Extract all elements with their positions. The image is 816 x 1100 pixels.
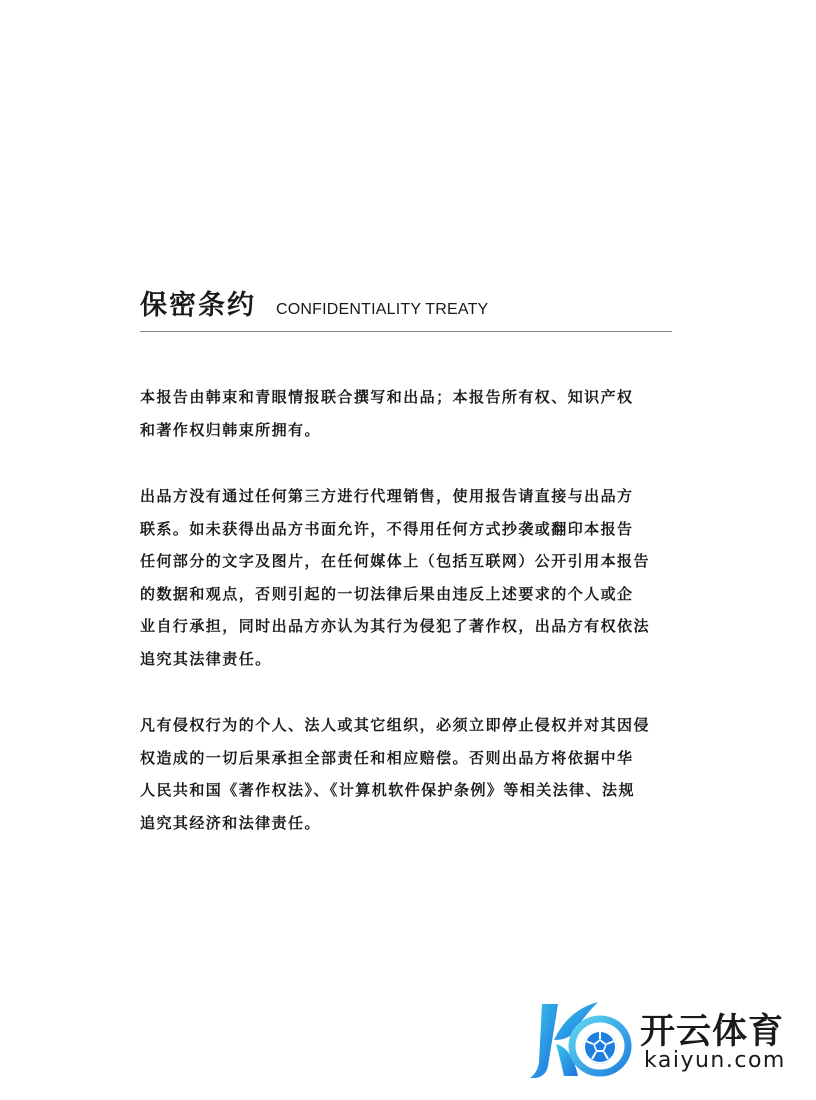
paragraph-line: 业自行承担，同时出品方亦认为其行为侵犯了著作权，出品方有权依法 (140, 617, 650, 635)
paragraph-line: 追究其法律责任。 (140, 649, 272, 668)
paragraph-line: 人民共和国《著作权法》、《计算机软件保护条例》等相关法律、法规 (140, 781, 635, 799)
paragraph-line: 权造成的一切后果承担全部责任和相应赔偿。否则出品方将依据中华 (140, 748, 634, 767)
paragraph-line: 凡有侵权行为的个人、法人或其它组织，必须立即停止侵权并对其因侵 (140, 716, 650, 734)
paragraph-ownership (140, 381, 680, 446)
paragraph-line: 和著作权归韩束所拥有。 (140, 420, 321, 439)
watermark-domain: kaiyun.com (644, 1048, 786, 1073)
document-header (140, 283, 672, 322)
page-title: 保密条约 (140, 290, 256, 321)
paragraph-line: 本报告由韩束和青眼情报联合撰写和出品；本报告所有权、知识产权 (140, 388, 634, 406)
title-divider (140, 331, 672, 332)
paragraph-line: 任何部分的文字及图片，在任何媒体上（包括互联网）公开引用本报告 (140, 552, 650, 570)
page-title-english: CONFIDENTIALITY TREATY (276, 301, 489, 318)
paragraph-line: 追究其经济和法律责任。 (140, 813, 321, 832)
watermark-logo (528, 996, 808, 1086)
paragraph-line: 的数据和观点，否则引起的一切法律后果由违反上述要求的个人或企 (140, 584, 634, 603)
paragraph-usage (140, 480, 680, 675)
paragraph-line: 联系。如未获得出品方书面允许，不得用任何方式抄袭或翻印本报告 (140, 519, 634, 538)
kaiyun-logo-icon (528, 996, 636, 1086)
paragraph-infringement (140, 709, 680, 839)
document-body (140, 381, 680, 873)
watermark-brand-name: 开云体育 (640, 1012, 785, 1052)
paragraph-line: 出品方没有通过任何第三方进行代理销售，使用报告请直接与出品方 (140, 487, 634, 505)
